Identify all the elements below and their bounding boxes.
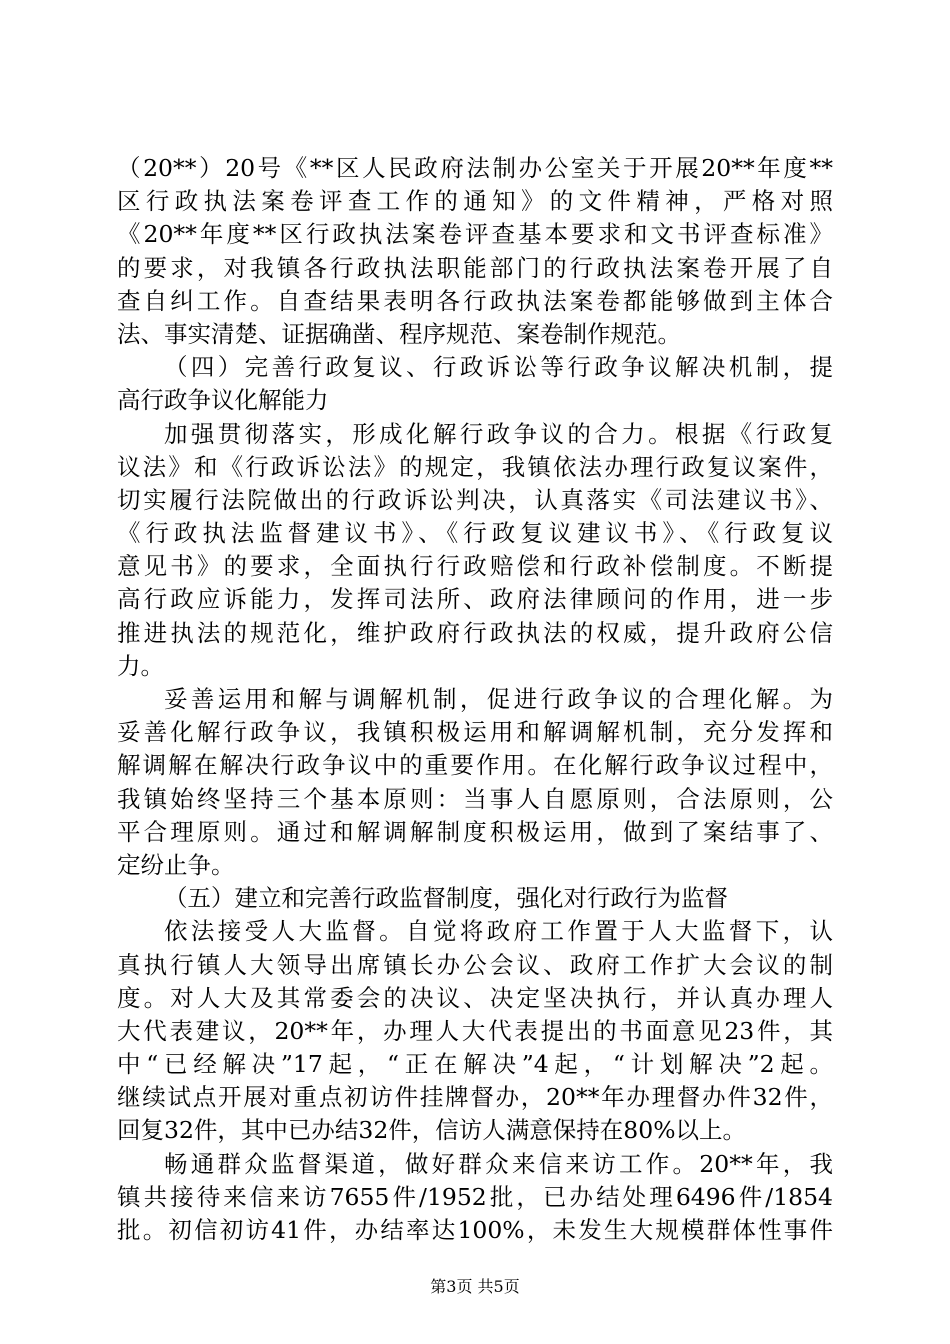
text-line: 切实履行法院做出的行政诉讼判决，认真落实《司法建议书》、 — [117, 485, 833, 514]
text-line: 定纷止争。 — [117, 850, 235, 879]
text-line: 力。 — [117, 651, 164, 680]
text-line: 的要求，对我镇各行政执法职能部门的行政执法案卷开展了自 — [117, 253, 833, 282]
text-line: 《20**年度**区行政执法案卷评查基本要求和文书评查标准》 — [117, 220, 833, 249]
text-line: 《行政执法监督建议书》、《行政复议建议书》、《行政复议 — [117, 519, 833, 548]
text-line: 真执行镇人大领导出席镇长办公会议、政府工作扩大会议的制 — [117, 950, 833, 979]
text-line: 继续试点开展对重点初访件挂牌督办，20**年办理督办件32件， — [117, 1083, 833, 1112]
text-line: 议法》和《行政诉讼法》的规定，我镇依法办理行政复议案件， — [117, 452, 833, 481]
text-line: 回复32件，其中已办结32件，信访人满意保持在80%以上。 — [117, 1116, 747, 1145]
text-line: 妥善化解行政争议，我镇积极运用和解调解机制，充分发挥和 — [117, 718, 833, 747]
text-line: （20**）20号《**区人民政府法制办公室关于开展20**年度** — [117, 154, 833, 182]
text-line: 平合理原则。通过和解调解制度积极运用，做到了案结事了、 — [117, 817, 833, 846]
text-line: 妥善运用和解与调解机制，促进行政争议的合理化解。为 — [164, 685, 833, 713]
text-line: 解调解在解决行政争议中的重要作用。在化解行政争议过程中， — [117, 751, 833, 780]
text-line: （五）建立和完善行政监督制度，强化对行政行为监督 — [164, 884, 728, 913]
text-line: 镇共接待来信来访7655件/1952批，已办结处理6496件/1854 — [117, 1182, 833, 1211]
text-line: 高行政争议化解能力 — [117, 386, 329, 415]
text-line: 我镇始终坚持三个基本原则：当事人自愿原则，合法原则，公 — [117, 784, 833, 813]
text-line: 度。对人大及其常委会的决议、决定坚决执行，并认真办理人 — [117, 983, 833, 1012]
text-line: 高行政应诉能力，发挥司法所、政府法律顾问的作用，进一步 — [117, 585, 833, 614]
text-line: 中“已经解决”17起，“正在解决”4起，“计划解决”2起。 — [117, 1050, 833, 1079]
text-line: 区行政执法案卷评查工作的通知》的文件精神，严格对照 — [117, 187, 833, 216]
text-line: 畅通群众监督渠道，做好群众来信来访工作。20**年，我 — [164, 1149, 833, 1178]
text-line: 意见书》的要求，全面执行行政赔偿和行政补偿制度。不断提 — [117, 552, 833, 581]
text-line: 批。初信初访41件，办结率达100%，未发生大规模群体性事件 — [117, 1216, 833, 1244]
text-line: 法、事实清楚、证据确凿、程序规范、案卷制作规范。 — [117, 319, 681, 348]
text-line: 依法接受人大监督。自觉将政府工作置于人大监督下，认 — [164, 917, 833, 946]
page-footer: 第3页 共5页 — [430, 1277, 520, 1296]
text-line: 推进执法的规范化，维护政府行政执法的权威，提升政府公信 — [117, 618, 833, 647]
text-line: 加强贯彻落实，形成化解行政争议的合力。根据《行政复 — [164, 419, 833, 448]
text-line: 大代表建议，20**年，办理人大代表提出的书面意见23件，其 — [117, 1016, 833, 1045]
text-line: 查自纠工作。自查结果表明各行政执法案卷都能够做到主体合 — [117, 286, 833, 315]
text-line: （四）完善行政复议、行政诉讼等行政争议解决机制，提 — [164, 353, 833, 382]
document-body — [117, 152, 833, 1247]
